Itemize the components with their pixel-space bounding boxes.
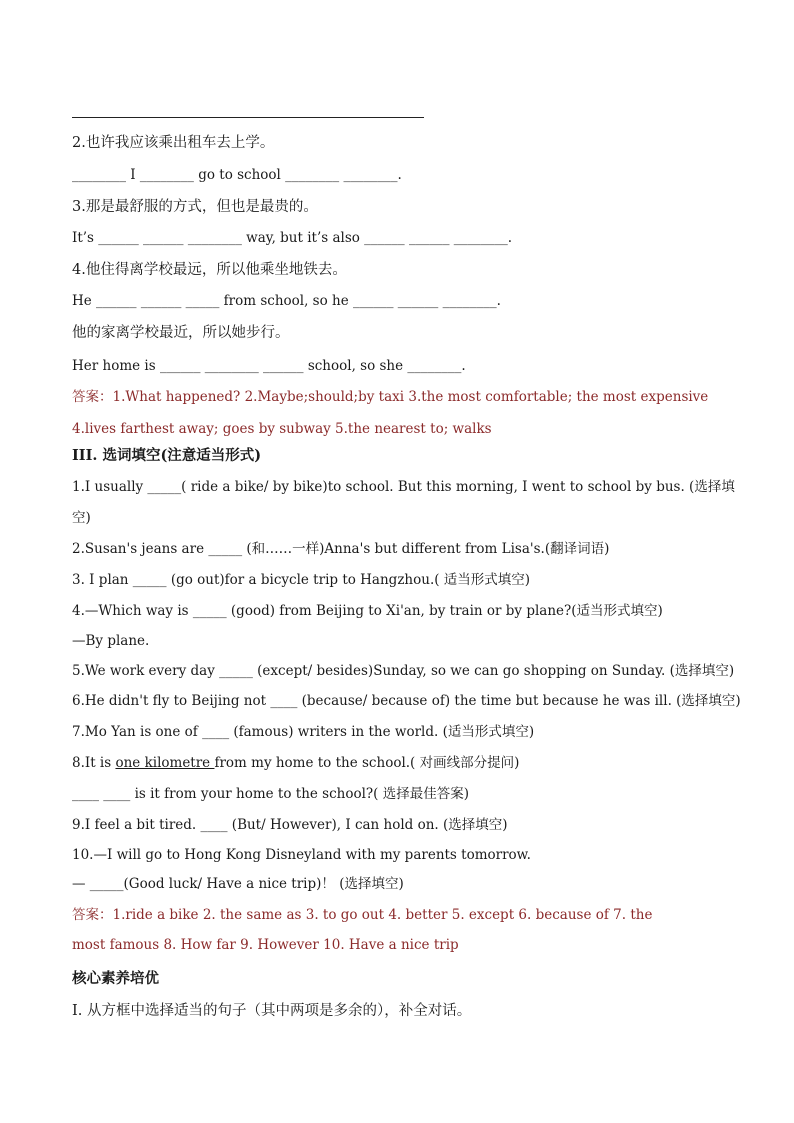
answer-key-line-4: most famous 8. How far 9. However 10. Have a nice trip: [72, 937, 459, 953]
item-8: [72, 754, 722, 772]
item-2: 2.Susan's jeans are _____ (和……一样)Anna's but different from Lisa's.(翻译词语): [72, 541, 610, 557]
question-2-blanks: ________ I ________ go to school ________ ________.: [72, 167, 402, 183]
answer-blank-line: [72, 117, 424, 118]
item-4-answer: —By plane.: [72, 633, 150, 649]
question-4-chinese: 4.他住得离学校最远，所以他乘坐地铁去。: [72, 262, 347, 278]
item-8-prefix: 8.It is: [72, 755, 116, 771]
answer-key-line-2: 4.lives farthest away; goes by subway 5.the nearest to; walks: [72, 421, 492, 437]
item-8-question: ____ ____ is it from your home to the school?( 选择最佳答案): [72, 786, 469, 802]
item-1-line-1: 1.I usually _____( ride a bike/ by bike)to school. But this morning, I went to school by bus. (选择填: [72, 479, 735, 495]
item-8-suffix: from my home to the school.( 对画线部分提问): [214, 755, 520, 771]
answer-key-line-3: 答案：1.ride a bike 2. the same as 3. to go out 4. better 5. except 6. because of 7. the: [72, 907, 653, 923]
question-2-chinese: 2.也许我应该乘出租车去上学。: [72, 135, 275, 151]
question-5-chinese: 他的家离学校最近，所以她步行。: [72, 325, 290, 341]
question-3-chinese: 3.那是最舒服的方式，但也是最贵的。: [72, 199, 318, 215]
item-9: 9.I feel a bit tired. ____ (But/ However), I can hold on. (选择填空): [72, 817, 508, 833]
item-3: 3. I plan _____ (go out)for a bicycle trip to Hangzhou.( 适当形式填空): [72, 572, 531, 588]
answer-key-line-1: 答案：1.What happened? 2.Maybe;should;by taxi 3.the most comfortable; the most expensive: [72, 389, 709, 405]
item-1-line-2: 空): [72, 510, 91, 526]
item-5: 5.We work every day _____ (except/ besides)Sunday, so we can go shopping on Sunday. (选择填空): [72, 663, 735, 679]
item-10-reply: — _____(Good luck/ Have a nice trip)！ (选择填空): [72, 876, 404, 892]
item-10: 10.—I will go to Hong Kong Disneyland with my parents tomorrow.: [72, 847, 531, 863]
item-4: 4.—Which way is _____ (good) from Beijing to Xi'an, by train or by plane?(适当形式填空): [72, 603, 663, 619]
item-7: 7.Mo Yan is one of ____ (famous) writers in the world. (适当形式填空): [72, 724, 535, 740]
item-6: 6.He didn't fly to Beijing not ____ (because/ because of) the time but because he was ill. (选择填空): [72, 693, 741, 709]
underlined-phrase: one kilometre: [115, 755, 215, 771]
question-5-blanks: Her home is ______ ________ ______ school, so she ________.: [72, 358, 466, 374]
section-heading-word-fill: III. 选词填空(注意适当形式): [72, 447, 262, 464]
question-4-blanks: He ______ ______ _____ from school, so he ______ ______ ________.: [72, 293, 501, 309]
section-heading-core-skills: 核心素养培优: [72, 970, 159, 987]
question-3-blanks: It’s ______ ______ ________ way, but it’s also ______ ______ ________.: [72, 230, 513, 246]
section-i-instruction: I. 从方框中选择适当的句子（其中两项是多余的），补全对话。: [72, 1003, 472, 1019]
